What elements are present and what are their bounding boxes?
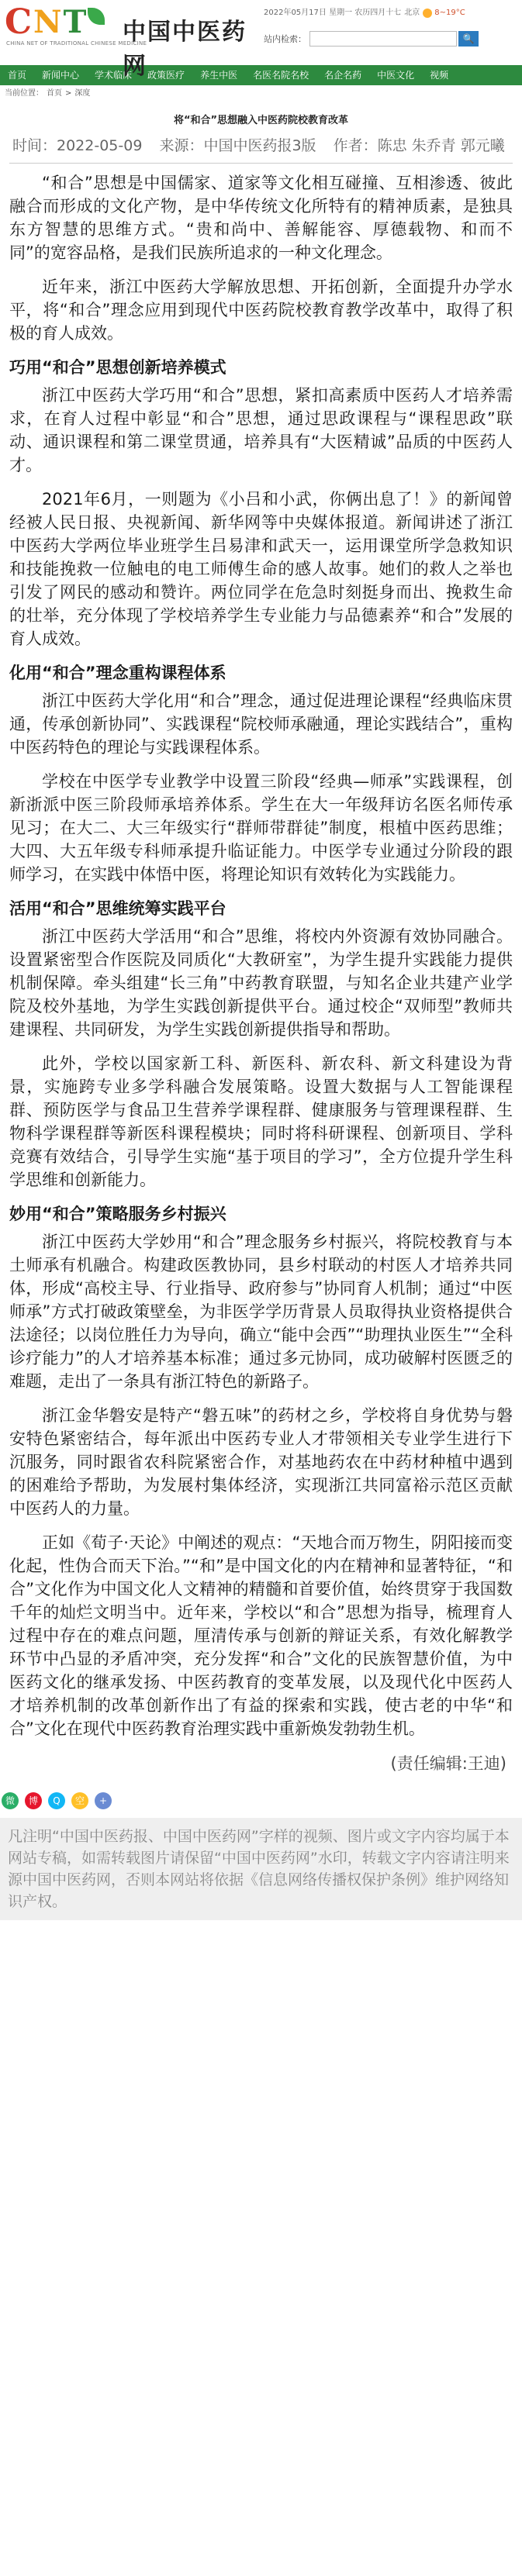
article-paragraph: 浙江金华磐安是特产“磐五味”的药材之乡，学校将自身优势与磐安特色紧密结合，每年派出中医药专业人才带领相关专业学生进行下沉服务，同时跟省农科院紧密合作，对基地药农在中药材种植中遇到的困难给予帮助，为发展村集体经济，实现浙江共同富裕示范区贡献中医药人的力量。 <box>9 1406 513 1518</box>
nav-item-home[interactable]: 首页 <box>8 70 27 81</box>
more-share-icon[interactable]: + <box>95 1792 112 1809</box>
article-paragraph: 正如《荀子·天论》中阐述的观点：“天地合而万物生，阴阳接而变化起，性伪合而天下治。”“和”是中国文化的内在精神和显著特征，“和合”文化作为中国文化人文精神的精髓和首要价值，始终贯穿于我国数千年的灿烂文明当中。近年来，学校以“和合”思想为指导，梳理育人过程中存在的难点问题，厘清传承与创新的辩证关系，有效化解教学环节中凸显的矛盾冲突，充分发挥“和合”文化的民族智慧价值，为中医药文化的继承发扬、中医药教育的变革发展，以及现代化中医药人才培养机制的改革创新作出了有益的探索和实践，使古老的中华“和合”文化在现代中医药教育治理实践中重新焕发勃勃生机。 <box>9 1533 513 1738</box>
article-paragraph: 浙江中医药大学妙用“和合”理念服务乡村振兴，将院校教育与本土师承有机融合。构建政医教协同，县乡村联动的村医人才培养共同体，形成“高校主导、行业指导、政府参与”协同育人机制；通过“中医师承”方式打破政策壁垒，为非医学学历背景人员取得执业资格提供合法途径；以岗位胜任力为导向，确立“能中会西”“助理执业医生”“全科诊疗能力”的人才培养基本标准；通过多元协同，成功破解村医匮乏的难题，走出了一条具有浙江特色的新路子。 <box>9 1233 513 1391</box>
nav-item-famous-doctors[interactable]: 名医名院名校 <box>253 70 309 81</box>
search-input[interactable] <box>309 31 457 47</box>
article-paragraph: 此外，学校以国家新工科、新医科、新农科、新文科建设为背景，实施跨专业多学科融合发展策略。设置大数据与人工智能课程群、预防医学与食品卫生营养学课程群、健康服务与管理课程群、生物科学课程群等新医科课程模块；同时将科研课程、创新项目、学科竞赛有效结合，引导学生实施“基于项目的学习”，全方位提升学生科学思维和创新能力。 <box>9 1054 513 1189</box>
section-heading: 活用“和合”思维统筹实践平台 <box>9 899 226 918</box>
article-paragraph: 近年来，浙江中医药大学解放思想、开拓创新，全面提升办学水平，将“和合”理念应用到现代中医药院校教育教学改革中，取得了积极的育人成效。 <box>9 278 513 343</box>
article-source: 来源：中国中医药报3版 <box>159 137 316 154</box>
article-paragraph: 学校在中医学专业教学中设置三阶段“经典—师承”实践课程，创新浙派中医三阶段师承培养体系。学生在大一年级拜访名医名师传承见习；在大二、大三年级实行“群师带群徒”制度，根植中医药思维；大四、大五年级专科师承提升临证能力。中医学专业通过分阶段的跟师学习，在实践中体悟中医，将理论知识有效转化为实践能力。 <box>9 772 513 884</box>
main-nav <box>0 65 522 85</box>
breadcrumb <box>0 85 522 102</box>
logo-letter-t: T <box>63 4 87 40</box>
weather-place: 北京 <box>404 9 420 17</box>
section-heading: 化用“和合”理念重构课程体系 <box>9 664 226 682</box>
section-heading: 巧用“和合”思想创新培养模式 <box>9 358 226 377</box>
nav-item-video[interactable]: 视频 <box>430 70 449 81</box>
breadcrumb-separator: > <box>65 89 72 98</box>
nav-item-culture[interactable]: 中医文化 <box>377 70 415 81</box>
article-time: 时间：2022-05-09 <box>12 137 143 154</box>
nav-item-academic[interactable]: 学术临床 <box>95 70 133 81</box>
qq-share-icon[interactable]: Q <box>48 1792 65 1809</box>
breadcrumb-section[interactable]: 深度 <box>74 89 91 98</box>
date-line: 2022年05月17日 星期一 农历四月十七 <box>264 9 402 17</box>
site-search <box>264 31 517 47</box>
copyright-notice: 凡注明“中国中医药报、中国中医药网”字样的视频、图片或文字内容均属于本网站专稿，如需转载图片请保留“中国中医药网”水印，转载文字内容请注明来源中国中医药网，否则本网站将依据《信息网络传播权保护条例》维护网络知识产权。 <box>0 1818 522 1920</box>
wechat-share-icon[interactable]: 微 <box>2 1792 19 1809</box>
temperature: 8~19°C <box>434 9 465 17</box>
nav-item-health[interactable]: 养生中医 <box>200 70 238 81</box>
logo-letter-n: N <box>33 4 62 40</box>
header-info-panel <box>264 6 517 47</box>
article-meta <box>9 135 513 157</box>
article-paragraph: 浙江中医药大学化用“和合”理念，通过促进理论课程“经典临床贯通，传承创新协同”、实践课程“院校师承融通，理论实践结合”，重构中医药特色的理论与实践课程体系。 <box>9 691 513 757</box>
sun-icon <box>423 9 432 18</box>
nav-item-policy[interactable]: 政策医疗 <box>147 70 185 81</box>
responsible-editor: (责任编辑:王迪) <box>390 1754 506 1773</box>
weibo-share-icon[interactable]: 博 <box>25 1792 42 1809</box>
article-author: 作者：陈忠 朱乔青 郭元曦 <box>333 137 505 154</box>
breadcrumb-home[interactable]: 首页 <box>47 89 62 98</box>
share-bar <box>0 1785 522 1816</box>
article-title: 将“和合”思想融入中医药院校教育改革 <box>173 115 349 126</box>
nav-item-enterprises[interactable]: 名企名药 <box>324 70 362 81</box>
logo-mark <box>5 2 121 42</box>
article-paragraph: 2021年6月，一则题为《小吕和小武，你俩出息了！》的新闻曾经被人民日报、央视新闻、新华网等中央媒体报道。新闻讲述了浙江中医药大学两位毕业班学生吕易津和武天一，运用课堂所学急救知识和技能挽救一位触电的电工师傅生命的感人故事。她们的救人之举也引发了网民的感动和赞许。两位同学在危急时刻挺身而出、挽救生命的壮举，充分体现了学校培养学生专业能力与品德素养“和合”发展的育人成效。 <box>9 490 513 648</box>
article-paragraph: 浙江中医药大学活用“和合”思维，将校内外资源有效协同融合。设置紧密型合作医院及同质化“大教研室”，为学生提升实践能力提供机制保障。牵头组建“长三角”中药教育联盟，与知名企业共建产业学院及校外基地，为学生实践创新提供平台。通过校企“双师型”教师共建课程、共同研发，为学生实践创新提供指导和帮助。 <box>9 927 513 1039</box>
search-label: 站内检索： <box>264 34 306 44</box>
article-body <box>9 171 513 1740</box>
logo-chinese-name: 中国中医药网 <box>123 19 247 80</box>
logo-english-name: CHINA NET OF TRADITIONAL CHINESE MEDICINE <box>6 40 147 47</box>
breadcrumb-label: 当前位置： <box>5 89 43 98</box>
date-weather-line <box>264 6 517 20</box>
nav-item-news[interactable]: 新闻中心 <box>42 70 80 81</box>
article <box>0 102 522 1774</box>
title-divider <box>9 163 513 164</box>
section-heading: 妙用“和合”策略服务乡村振兴 <box>9 1205 226 1223</box>
qzone-share-icon[interactable]: 空 <box>71 1792 88 1809</box>
search-button[interactable]: 🔍 <box>458 31 479 47</box>
article-paragraph: 浙江中医药大学巧用“和合”思想，紧扣高素质中医药人才培养需求，在育人过程中彰显“和合”思想，通过思政课程与“课程思政”联动、通识课程和第二课堂贯通，培养具有“大医精诚”品质的中医药人才。 <box>9 386 513 474</box>
article-paragraph: “和合”思想是中国儒家、道家等文化相互碰撞、互相渗透、彼此融合而形成的文化产物，是中华传统文化所特有的精神质素，是独具东方智慧的思维方式。“贵和尚中、善解能容、厚德载物、和而不同”的宽容品格，是我们民族所追求的一种文化理念。 <box>9 174 513 262</box>
leaf-icon <box>88 8 105 25</box>
logo-letter-c: C <box>5 2 33 42</box>
